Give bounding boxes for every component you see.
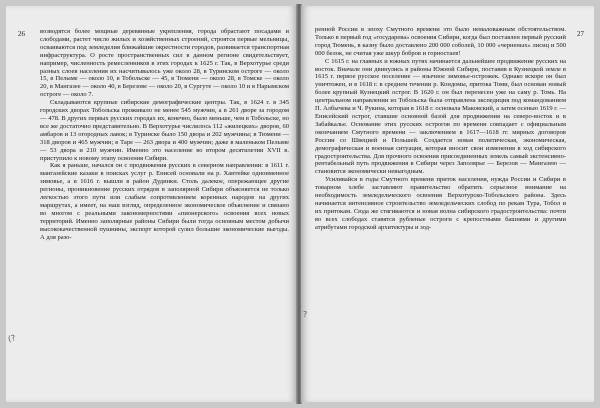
handwritten-margin-mark: (?	[7, 333, 17, 344]
paragraph: С 1615 г. на главных и южных путях начинается дальнейшее продвижение русских на восток. Вначале они двинулись в районы Южной Сибири, поставив в Кузнецкой земле в 1615 г. первое русское поселение — язычное зимовье-острожек. Однако вскоре он был уничтожен, и в 1618 г. в среднем течении р. Кондомы, притока Томи, был основан новый более крупный Кузнецкий острог. В 1620 г. он был перенесен уже на саму р. Томь. На центральном направлении из Тобольска была отправлена экспедиция под командованием П. Албычева и Ч. Рукина, которая в 1618 г. основала Маковский, а затем осенью 1619 г. — Енисейский острог, ставшие основной базой для продвижения на северо-восток и в Забайкалье. Основание этих русских острогов по времени совпадает с официальным окончанием Смутного времени — заключением в 1617—1618 гг. мирных договоров России со Швецией и Польшей. Создается новая политическая, экономическая, демографическая и военная ситуация, которая вносит свои изменения в ход сибирского градостроительства. Для прочного освоения присоединенных земель самый экстенсивно-рентабельный путь продвижения в Сибири через Заполярье — Березов — Мангазею — становится экономически невыгодным.	[315, 57, 566, 176]
paragraph: ренной России в эпоху Смутного времени это было немаловажным обстоятельством. Только в первый год «государева» освоения Сибири, когда был поставлен первый русский город Тюмень, в казну было доставлено 200 000 соболей, 10 000 «черненых» лисиц и 500 000 белок, не считая уже шкур бобров и горностаев!	[315, 26, 566, 57]
right-page	[301, 6, 594, 402]
paragraph: возводятся более мощные деревянные укрепления, города обрастают посадами и слободами, растет число жилых и хозяйственных строений, строятся первые мельницы, осваиваются под земледелия ближайшие окрестности городов, развивается транспортная инфраструктура. О росте пространственных сил в данном регионе свидетельствует, например, численность ремесленников в этих городах к 1625 г. Так, в Верхотурье среди разных слоев населения их насчитывалось уже около 28, в Туринском остроге — около 15, в Пелыме — около 10, в Тобольске — 45, в Тюмени — около 28, в Томске — около 20, в Мангазее — около 40, в Березове — около 20, в Сургуте — около 10 и в Нарымском остроге — около 7.	[40, 28, 289, 99]
paragraph: Как я раньше, начался он с продвижения русских в северном направлении: в 1611 г. мангазейские казаки в поисках услуг р. Енисей основали на р. Хантейке одноименное зимовье, а в 1616 г. вышли в район Дудинки. Столь далекое, опережающее другие регионы, проникновение русских отрядов в заполярной Сибири объясняется не только легкостью этого пути или слабым сопротивлением коренных народов на других маршрутах, а имеет, на наш взгляд, определенное экономическое объяснение и связано во многом с реальными закономерностями «пионерского» освоения всех новых территорий. Именно заполярные районы Сибири были тогда основным местом добычи высококачественной пушнины, экспорт которой сулил большие экономические выгоды. А для разо-	[40, 162, 289, 241]
left-page	[6, 6, 297, 402]
paragraph: Складываются крупные сибирские демографические центры. Так, в 1624 г. в 345 городских дворах Тобольска проживало не менее 545 мужчин, а в 261 дворе за городом — 478. В других первых русских городах их, конечно, было меньше, чем в Тобольске, но все же достаточно представительно. В Верхотурье числилось 112 «жилецких» дворов, 60 амбаров и 13 огородных лавок; в Туринске было 150 двора и 202 мужчины; в Тюмени — 318 дворов и 465 мужчин; в Таре — 263 двора и 400 мужчин; даже в маленьком Пелыме — 53 двора и 210 мужчин. Именно это население во втором десятилетии XVII в. приступило к новому этапу освоения Сибири.	[40, 99, 289, 162]
page-number-left: 26	[18, 30, 25, 38]
handwritten-margin-mark: ?	[303, 310, 308, 319]
left-page-text	[40, 28, 289, 394]
page-number-right: 27	[577, 30, 584, 38]
paragraph: Усиливайся в годы Смутного времени приток населения, нужда России и Сибири в товарном хлебе заставляют правительство обратить серьезное внимание на необходимость земледельческого освоения Верхотурско-Тобольского района. Здесь начинается интенсивное строительство земледельческих слобод по рекам Тура, Тобол и их притокам. Сюда же стягиваются и новая волна сибирского градостроительства: почти во всех слободах ставятся рубленые остроги с крепостными башнями и другими атрибутами городской архитектуры и зод-	[315, 176, 566, 231]
right-page-text	[315, 26, 566, 394]
